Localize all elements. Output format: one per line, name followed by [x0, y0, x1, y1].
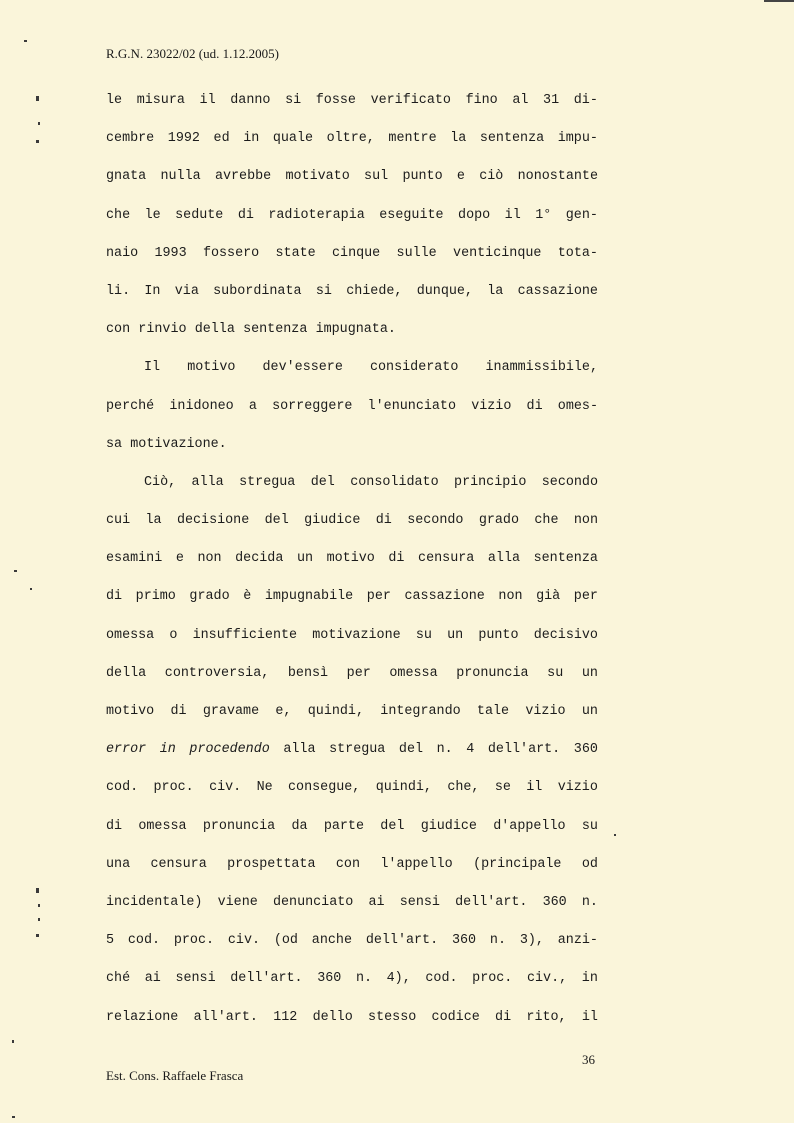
word: gravame [202, 704, 260, 719]
word: 360 [317, 971, 342, 987]
text-line [106, 814, 598, 852]
word: della [194, 322, 235, 338]
word: del [380, 818, 405, 834]
text-line [106, 241, 598, 279]
word: venticinque [453, 245, 542, 261]
word: li. [106, 283, 131, 299]
word: radioterapia [268, 207, 365, 223]
word: chiede, [346, 283, 403, 299]
margin-speck [36, 140, 39, 143]
word: decisione [176, 513, 250, 529]
word: di [388, 551, 405, 567]
word: grado [189, 589, 230, 605]
word: ché [106, 971, 131, 987]
word: In [144, 283, 161, 299]
word: motivazione [312, 627, 401, 643]
word: sentenza [533, 551, 598, 567]
word: ciò [479, 169, 504, 185]
word: un [581, 665, 598, 681]
word: sensi [175, 971, 216, 987]
text-line [106, 928, 598, 966]
word: civ. [209, 780, 242, 796]
margin-speck [38, 918, 40, 921]
author-signature-line: Est. Cons. Raffaele Frasca [106, 1068, 244, 1083]
word: a [248, 398, 257, 414]
word: cui [106, 513, 131, 529]
word: denunciato [272, 894, 354, 910]
word: non [197, 551, 222, 567]
word: con [106, 322, 131, 338]
margin-speck [12, 1116, 15, 1118]
word: un [581, 704, 598, 719]
text-line [106, 661, 598, 699]
text-line [106, 126, 598, 164]
word: n. [436, 742, 453, 758]
word: 3), [519, 933, 544, 949]
word: sa [106, 436, 123, 452]
word: consolidato [350, 474, 439, 490]
word: omessa [106, 627, 155, 643]
word: 360 [451, 933, 477, 949]
word: che [534, 513, 559, 529]
word: fossero [202, 245, 260, 261]
word: primo [135, 589, 176, 605]
word: che, [447, 780, 480, 796]
word: ed [213, 131, 230, 147]
text-line [106, 699, 598, 737]
word: pronuncia [202, 818, 276, 834]
word: 4), [386, 971, 411, 987]
word: per [366, 589, 391, 605]
word: del [310, 474, 335, 490]
word: (od [273, 933, 298, 949]
word: omes- [557, 398, 598, 414]
word: Ciò, [144, 474, 177, 490]
word: grado [478, 513, 520, 529]
text-line [106, 203, 598, 241]
word: cod. [425, 971, 458, 987]
text-line [106, 88, 598, 126]
word: bensì [287, 665, 329, 681]
word: la [487, 283, 504, 299]
margin-speck [38, 122, 40, 125]
word: un [296, 551, 314, 567]
text-line [106, 966, 598, 1004]
word: anche [311, 933, 352, 949]
word: e, [275, 704, 292, 719]
word: sentenza [243, 322, 308, 338]
word: la [450, 131, 467, 147]
page-number: 36 [582, 1052, 595, 1067]
word: di [495, 1009, 512, 1025]
word: o [169, 627, 178, 643]
word: controversia, [164, 665, 270, 681]
word: sedute [175, 207, 224, 223]
word: il [526, 780, 543, 796]
word: perché [106, 398, 155, 414]
word: censura [150, 856, 207, 872]
word: e [175, 551, 184, 567]
word: consegue, [288, 780, 361, 796]
margin-speck [14, 570, 17, 572]
word: l'appello [380, 856, 453, 872]
word: sorreggere [272, 398, 353, 414]
word: che [106, 207, 131, 223]
word: di [375, 513, 392, 529]
word: sentenza [479, 131, 545, 147]
margin-speck [38, 904, 40, 907]
margin-speck [12, 1040, 14, 1043]
word: insufficiente [192, 627, 298, 643]
word: giudice [304, 513, 361, 529]
word: 4 [466, 742, 475, 758]
word: tale [476, 704, 510, 719]
word: alla [283, 742, 316, 758]
word: giudice [420, 818, 477, 834]
word: n. [581, 894, 598, 910]
word: al [512, 93, 529, 108]
word: principio [454, 474, 527, 490]
word: cassazione [404, 589, 485, 605]
word: dopo [458, 207, 491, 223]
word: non [498, 589, 523, 605]
word: quale [272, 131, 314, 147]
word: punto [478, 627, 519, 643]
text-line [106, 508, 598, 546]
word: dell'art. [230, 971, 303, 987]
word: inidoneo [169, 398, 234, 414]
scan-edge-mark [764, 0, 794, 2]
margin-speck [614, 834, 616, 836]
margin-speck [36, 96, 39, 101]
word: e [456, 169, 465, 185]
word: mentre [388, 131, 437, 147]
word: procedendo [189, 742, 270, 758]
word: per [573, 589, 598, 605]
word: eseguite [379, 207, 444, 223]
word: parte [323, 818, 365, 834]
word: secondo [407, 513, 464, 529]
word: (principale [473, 856, 562, 872]
word: dev'essere [262, 360, 343, 376]
word: proc. [173, 933, 215, 949]
word: verificato [370, 93, 451, 108]
word: anzi- [557, 933, 598, 949]
word: del [398, 742, 424, 758]
text-line [106, 164, 598, 202]
word: decida [235, 551, 284, 567]
text-line [106, 775, 598, 813]
word: sulle [396, 245, 437, 261]
word: vizio [471, 398, 512, 414]
word: il [199, 93, 216, 108]
word: sul [364, 169, 389, 185]
word: su [581, 818, 598, 834]
word: subordinata [213, 283, 302, 299]
word: secondo [541, 474, 598, 490]
word: proc. [472, 971, 513, 987]
word: dell'art. [365, 933, 439, 949]
word: in [243, 131, 260, 147]
word: dunque, [416, 283, 473, 299]
word: alla [487, 551, 521, 567]
word: vizio [557, 780, 598, 796]
word: una [106, 856, 131, 872]
word: le [144, 207, 161, 223]
word: relazione [106, 1009, 179, 1025]
word: d'appello [493, 818, 566, 834]
word: nulla [160, 169, 201, 185]
word: cod. [106, 780, 139, 796]
word: sensi [399, 894, 440, 910]
margin-speck [36, 934, 39, 937]
word: impugnata. [315, 322, 396, 338]
word: dell'art. [487, 742, 561, 758]
margin-speck [30, 588, 32, 590]
word: stregua [239, 474, 296, 490]
word: quindi, [375, 780, 432, 796]
word: di [106, 818, 123, 834]
word: naio [106, 245, 139, 261]
text-line [106, 623, 598, 661]
margin-speck [36, 888, 39, 893]
word: in [581, 971, 598, 987]
text-line [106, 317, 598, 355]
word: motivo [326, 551, 375, 567]
word: impugnabile [264, 589, 354, 605]
word: cod. [127, 933, 161, 949]
word: state [275, 245, 316, 261]
word: è [243, 589, 252, 605]
word: ai [368, 894, 385, 910]
word: Ne [256, 780, 273, 796]
word: motivo [106, 704, 155, 719]
word: di [526, 398, 543, 414]
word: rito, [526, 1009, 567, 1025]
word: nonostante [517, 169, 598, 185]
word: inammissibile, [485, 360, 598, 376]
text-line [106, 470, 598, 508]
word: rinvio [138, 322, 187, 338]
word: fino [465, 93, 498, 108]
body-text [106, 88, 598, 1043]
word: omessa [389, 665, 438, 681]
text-line [106, 890, 598, 928]
word: od [581, 856, 598, 872]
word: prospettata [227, 856, 316, 872]
word: 31 [543, 93, 560, 108]
word: avrebbe [214, 169, 272, 185]
word: cinque [332, 245, 381, 261]
word: alla [191, 474, 224, 490]
word: viene [217, 894, 258, 910]
word: 360 [542, 894, 567, 910]
word: un [447, 627, 464, 643]
word: l'enunciato [367, 398, 457, 414]
word: il [504, 207, 521, 223]
word: civ., [526, 971, 568, 987]
word: 1° [535, 207, 552, 223]
word: incidentale) [106, 894, 203, 910]
word: già [536, 589, 561, 605]
text-line [106, 355, 598, 393]
word: cassazione [517, 283, 598, 299]
word: Il [144, 360, 161, 376]
word: 5 [106, 933, 115, 949]
word: della [106, 665, 147, 681]
word: oltre, [326, 131, 375, 147]
word: di [237, 207, 254, 223]
word: integrando [380, 704, 461, 719]
word: decisivo [533, 627, 598, 643]
word: motivazione. [130, 436, 227, 452]
word: non [573, 513, 598, 529]
word: stregua [329, 742, 386, 758]
word: motivo [187, 360, 236, 376]
text-line [106, 737, 598, 775]
word: 112 [273, 1009, 298, 1025]
word: all'art. [193, 1009, 258, 1025]
word: in [159, 742, 176, 758]
word: su [415, 627, 432, 643]
word: si [315, 283, 332, 299]
text-line [106, 546, 598, 584]
word: via [174, 283, 199, 299]
word: di [170, 704, 187, 719]
word: dello [312, 1009, 353, 1025]
word: se [494, 780, 511, 796]
word: 1992 [167, 131, 200, 147]
word: censura [418, 551, 475, 567]
word: le [106, 93, 123, 108]
word: per [346, 665, 371, 681]
text-line [106, 1005, 598, 1043]
word: da [291, 818, 308, 834]
word: di- [573, 93, 598, 108]
word: di [106, 589, 123, 605]
word: del [264, 513, 289, 529]
word: codice [431, 1009, 480, 1025]
word: considerato [369, 360, 459, 376]
word: il [581, 1009, 598, 1025]
word: 1993 [154, 245, 187, 261]
word: motivato [285, 169, 350, 185]
word: error [106, 742, 147, 758]
word: gnata [106, 169, 147, 185]
word: proc. [153, 780, 194, 796]
word: stesso [368, 1009, 417, 1025]
word: n. [489, 933, 506, 949]
word: tota- [557, 245, 598, 261]
text-line [106, 852, 598, 890]
word: impu- [557, 131, 598, 147]
word: danno [230, 93, 271, 108]
word: fosse [315, 93, 356, 108]
text-line [106, 279, 598, 317]
word: punto [402, 169, 443, 185]
text-line [106, 432, 598, 470]
word: vizio [525, 704, 566, 719]
text-line [106, 394, 598, 432]
case-reference: R.G.N. 23022/02 (ud. 1.12.2005) [106, 46, 279, 61]
word: civ. [227, 933, 261, 949]
word: ai [144, 971, 161, 987]
word: cembre [106, 131, 155, 147]
word: esamini [106, 551, 163, 567]
margin-speck [24, 40, 27, 42]
word: dell'art. [455, 894, 528, 910]
word: misura [136, 93, 185, 108]
word: su [547, 665, 564, 681]
word: si [285, 93, 302, 108]
word: pronuncia [456, 665, 529, 681]
text-line [106, 584, 598, 622]
word: con [335, 856, 360, 872]
word: omessa [138, 818, 187, 834]
word: 360 [573, 742, 598, 758]
word: la [145, 513, 162, 529]
word: gen- [565, 207, 598, 223]
word: quindi, [307, 704, 364, 719]
word: n. [355, 971, 373, 987]
